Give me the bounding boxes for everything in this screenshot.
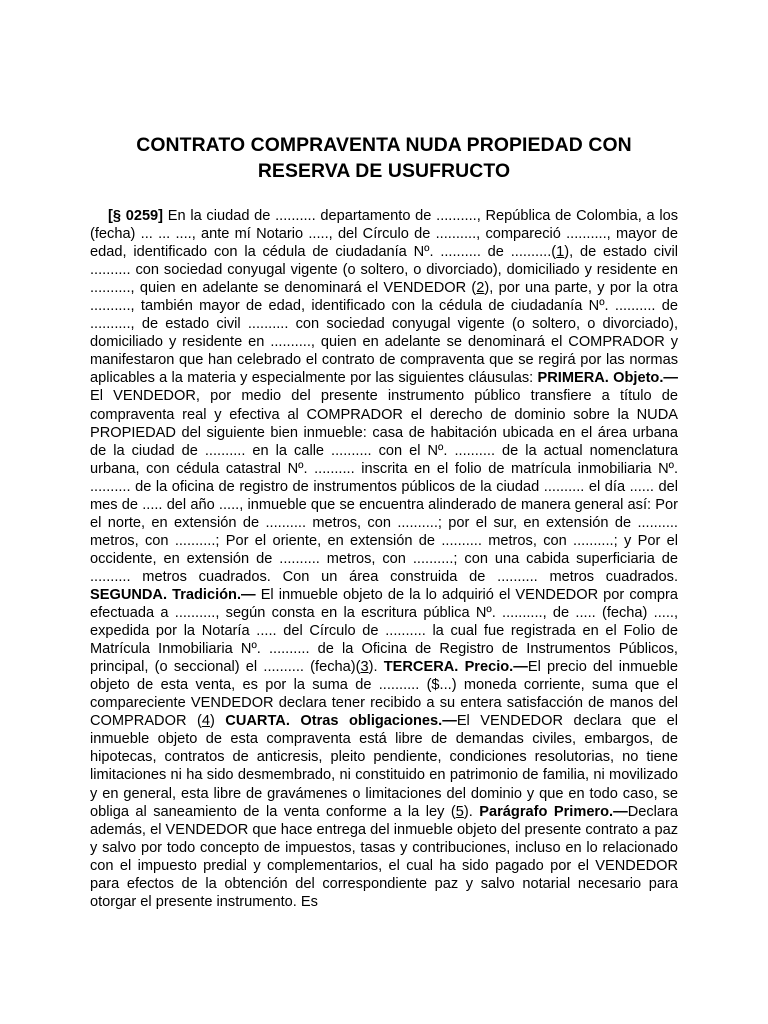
clause-heading-segunda: SEGUNDA. Tradición.— [90,586,256,603]
body-text-run: ). [368,659,384,676]
body-text-run: ), de estado civil .......... con sociedad conyugal vigente (o soltero, o divorciado), domiciliado y residente en .........., quien en adelante se denominará el VENDEDOR ( [90,244,678,297]
footnote-ref-3[interactable]: 3 [360,659,369,676]
footnote-ref-2[interactable]: 2 [476,280,485,297]
body-text-run: ). [463,803,480,820]
body-text-run: El precio del inmueble objeto de esta venta, es por la suma de .......... ($...) moneda corriente, suma que el compareciente VENDEDOR declara tener recibido a su entera satisfacción de manos del COMPRADOR ( [90,659,678,730]
contract-body [90,207,678,911]
body-text-run: ) [209,713,226,730]
body-text-run: El VENDEDOR declara que el inmueble objeto de esta compraventa está libre de demandas civiles, embargos, de hipotecas, contratos de anticresis, pleito pendiente, condiciones resolutorias, no tiene limitaciones ni ha sido desmembrado, ni constituido en patrimonio de familia, ni movilizado y en general, esta libre de gravámenes o limitaciones del dominio y que en todo caso, se obliga al saneamiento de la venta conforme a la ley ( [90,713,678,820]
clause-heading-tercera: TERCERA. Precio.— [383,659,528,676]
title-line-2: RESERVA DE USUFRUCTO [257,160,511,182]
title-line-1: CONTRATO COMPRAVENTA NUDA PROPIEDAD CON [136,134,632,156]
clause-heading-primera: PRIMERA. Objeto.— [537,370,678,387]
body-text-run: En la ciudad de .......... departamento de .........., República de Colombia, a los (fecha) ... ... ...., ante mí Notario ....., del Círculo de .........., compareció .........., mayor de edad, identificado con la cédula de ciudadanía Nº. .......... de ..........( [90,208,678,261]
clause-heading-cuarta: CUARTA. Otras obligaciones.— [225,713,457,730]
footnote-ref-1[interactable]: 1 [556,244,565,261]
body-text-run: El inmueble objeto de la lo adquirió el VENDEDOR por compra efectuada a .........., según consta en la escritura pública Nº. .........., de ..... (fecha) ....., expedida por la Notaría ..... del Círculo de .......... la cual fue registrada en el Folio de Matrícula Inmobiliaria Nº. .......... de la Oficina de Registro de Instrumentos Públicos, principal, (o seccional) el .......... (fecha)( [90,586,679,676]
body-text-run: ), por una parte, y por la otra .........., también mayor de edad, identificado con la cédula de ciudadanía Nº. .......... de .........., de estado civil .......... con sociedad conyugal vigente (o soltero, o divorciado), domiciliado y residente en .........., quien en adelante se denominará el COMPRADOR y manifestaron que han celebrado el contrato de compraventa que se regirá por las normas aplicables a la materia y especialmente por las siguientes cláusulas: [90,280,679,387]
paragraph-heading-primero: Parágrafo Primero.— [479,803,628,820]
section-reference: [§ 0259] [108,208,164,224]
body-text-run: Declara además, el VENDEDOR que hace entrega del inmueble objeto del presente contrato a paz y salvo por todo concepto de impuestos, tasas y contribuciones, incluso en lo relacionado con el impuesto predial y complementarios, el cual ha sido pagado por el VENDEDOR para efectos de la obtención del correspondiente paz y salvo notarial necesario para otorgar el presente instrumento. Es [90,803,678,910]
body-text-run: El VENDEDOR, por medio del presente instrumento público transfiere a título de compraventa real y efectiva al COMPRADOR el derecho de dominio sobre la NUDA PROPIEDAD del siguiente bien inmueble: casa de habitación ubicada en el área urbana de la ciudad de .......... en la calle .......... con el Nº. .......... de la actual nomenclatura urbana, con cédula catastral Nº. .......... inscrita en el folio de matrícula inmobiliaria Nº. .......... de la oficina de registro de instrumentos públicos de la ciudad .......... el día ...... del mes de ..... del año ....., inmueble que se encuentra alinderado de manera general así: Por el norte, en extensión de .......... metros, con ..........; por el sur, en extensión de .......... metros, con ..........; Por el oriente, en extensión de .......... metros, con ..........; y Por el occidente, en extensión de .......... metros, con ..........; con una cabida superficiaria de .......... metros cuadrados. Con un área construida de .......... metros cuadrados. [90,388,678,585]
document-title [90,132,678,184]
footnote-ref-5[interactable]: 5 [455,803,464,820]
footnote-ref-4[interactable]: 4 [201,713,210,730]
